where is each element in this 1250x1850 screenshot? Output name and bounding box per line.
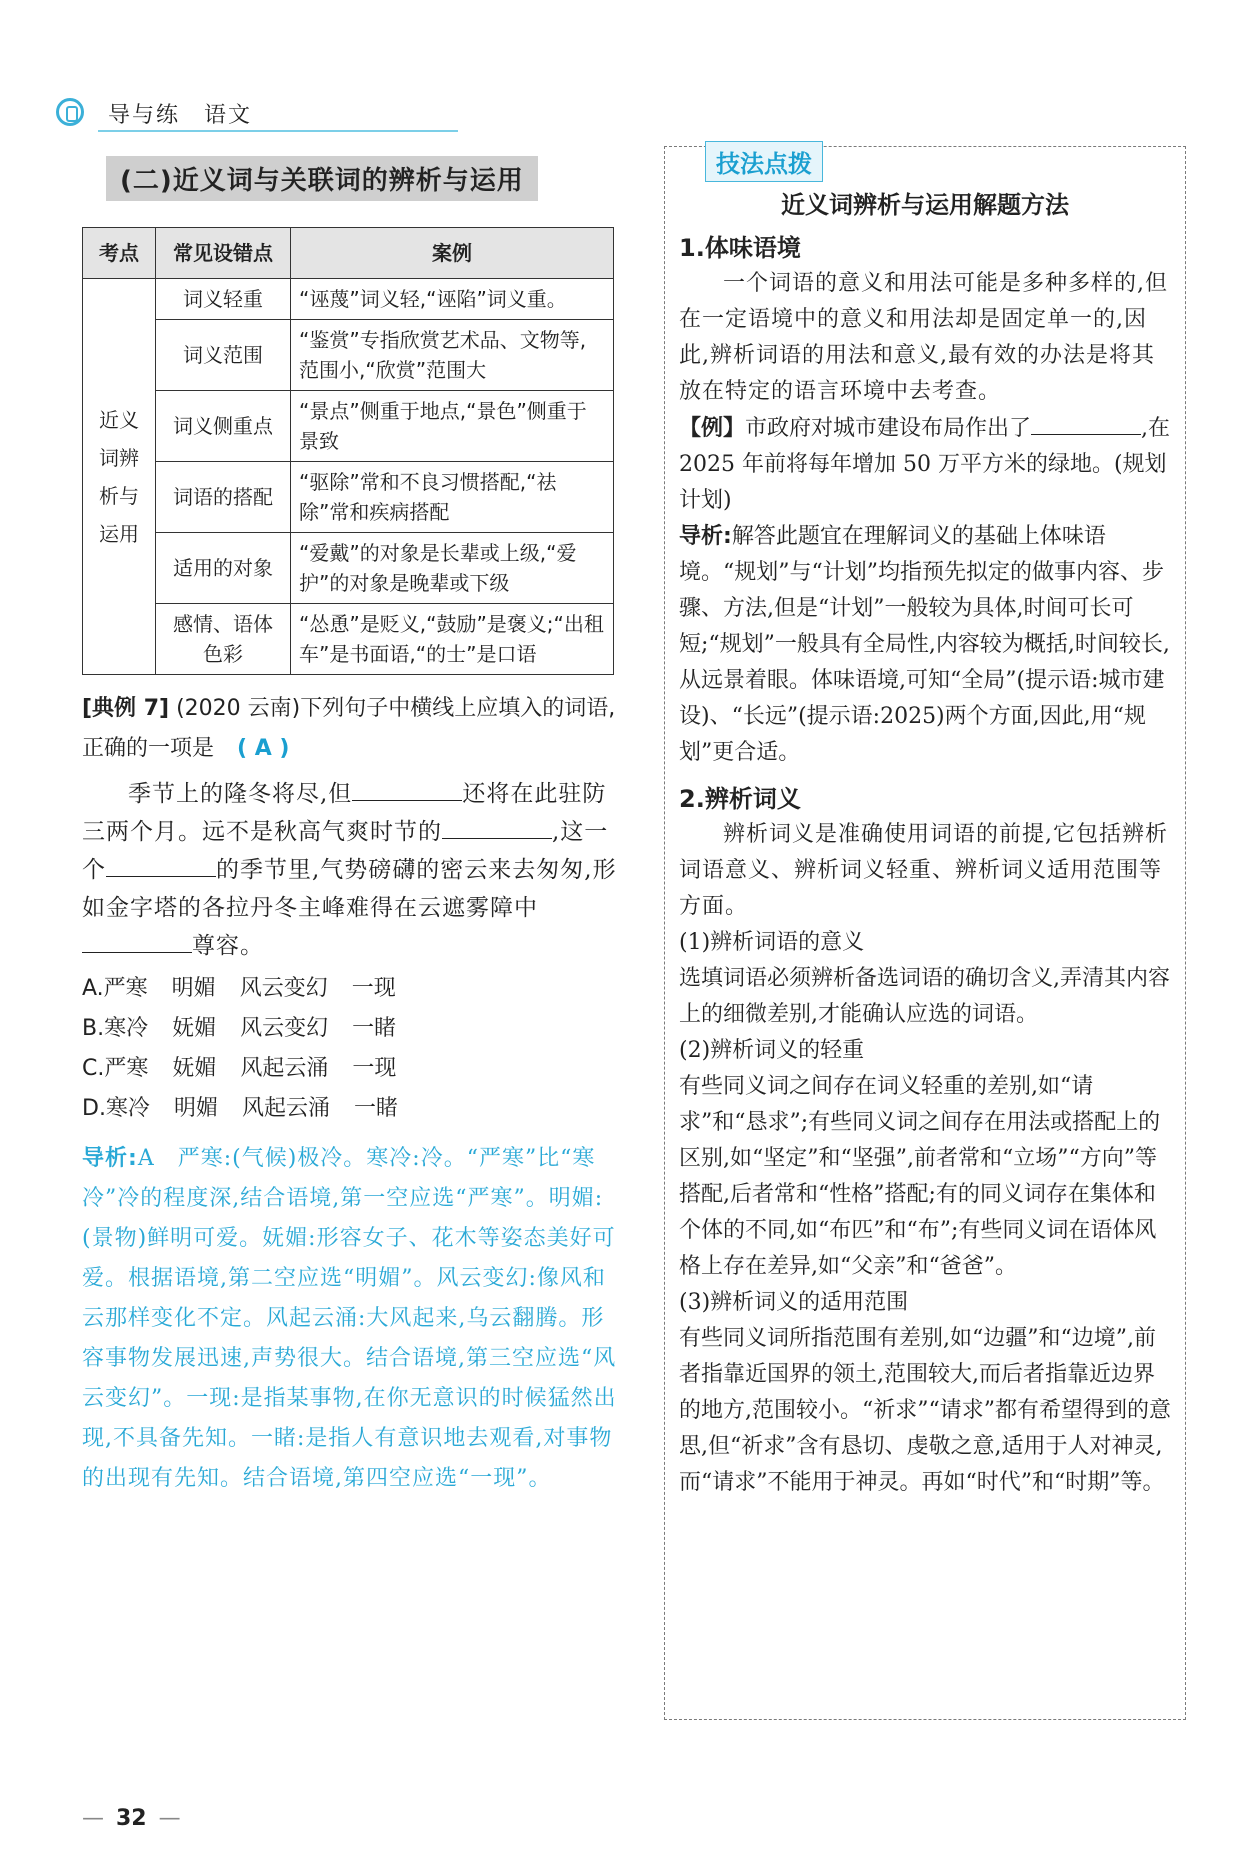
book-logo-icon (56, 98, 84, 126)
tips-box (664, 146, 1189, 1720)
option-a: A.严寒 明媚 风云变幻 一现 (82, 976, 396, 1001)
case-cell: “驱除”常和不良习惯搭配,“祛除”常和疾病搭配 (291, 462, 614, 533)
tips-section-1-text: 一个词语的意义和用法可能是多种多样的,但在一定语境中的意义和用法却是固定单一的,因此,辨析词语的用法和意义,最有效的办法是将其放在特定的语言环境中去考查。 (679, 271, 1168, 404)
example-passage (82, 775, 622, 965)
table-row (83, 604, 614, 675)
point-cell: 词义侧重点 (156, 391, 291, 462)
analysis-label: 导析: (82, 1146, 138, 1171)
example-question (82, 689, 622, 769)
fill-blank (1031, 410, 1141, 435)
passage-text: 还将在此驻防三两个月。远不是秋高气爽时节的 (82, 781, 607, 845)
header-title: 导与练 语文 (108, 103, 253, 128)
fill-blank (106, 852, 216, 877)
option-c: C.严寒 妩媚 风起云涌 一现 (82, 1056, 397, 1081)
example-text: ,在 2025 年前将每年增加 50 万平方米的绿地。(规划 计划) (679, 416, 1189, 513)
sub-3-text: 有些同义词所指范围有差别,如“边疆”和“边境”,前者指靠近国界的领土,范围较大,而后者指靠近边界的地方,范围较小。“祈求”“请求”都有希望得到的意思,但“祈求”含有恳切、虔敬之意,适用于人对神灵,而“请求”不能用于神灵。再如“时代”和“时期”等。 (679, 1326, 1171, 1495)
fill-blank (442, 814, 552, 839)
tips-section-2-text: 辨析词义是准确使用词语的前提,它包括辨析词语意义、辨析词义轻重、辨析词义适用范围等方面。 (679, 822, 1168, 919)
case-cell: “景点”侧重于地点,“景色”侧重于景致 (291, 391, 614, 462)
point-cell: 词义轻重 (156, 279, 291, 320)
example-label: 【例】 (679, 416, 746, 441)
tips-tag: 技法点拨 (705, 141, 823, 182)
fill-blank (352, 776, 462, 801)
passage-text: 季节上的隆冬将尽,但 (128, 781, 353, 807)
guide-label: 导析: (679, 524, 732, 549)
tips-section-1-title: 1.体味语境 (679, 234, 801, 262)
category-cell: 近义词辨析与运用 (83, 279, 156, 675)
sub-1-text: 选填词语必须辨析备选词语的确切含义,弄清其内容上的细微差别,才能确认应选的词语。 (679, 966, 1170, 1027)
sub-2-text: 有些同义词之间存在词义轻重的差别,如“请求”和“恳求”;有些同义词之间存在用法或搭配上的区别,如“坚定”和“坚强”,前者常和“立场”“方向”等搭配,后者常和“性格”搭配;有的同义词存在集体和个体的不同,如“布匹”和“布”;有些同义词在语体风格上存在差异,如“父亲”和“爸爸”。 (679, 1074, 1161, 1279)
case-cell: “爱戴”的对象是长辈或上级,“爱护”的对象是晚辈或下级 (291, 533, 614, 604)
left-column (82, 148, 622, 1499)
tips-example (679, 410, 1189, 519)
tips-section-2-title: 2.辨析词义 (679, 785, 801, 813)
table-row (83, 320, 614, 391)
option-list (82, 969, 622, 1129)
point-cell: 感情、语体色彩 (156, 604, 291, 675)
page-number: — 32 — (70, 1806, 193, 1831)
example-answer: ( A ) (237, 736, 290, 761)
tips-title: 近义词辨析与运用解题方法 (781, 191, 1069, 219)
section-title: (二)近义词与关联词的辨析与运用 (106, 156, 538, 201)
point-cell: 词义范围 (156, 320, 291, 391)
table-row (83, 279, 614, 320)
example-question-text: (2020 云南)下列句子中横线上应填入的词语,正确的一项是 (82, 696, 616, 761)
guide-text: 解答此题宜在理解词义的基础上体味语境。“规划”与“计划”均指预先拟定的做事内容、步骤、方法,但是“计划”一般较为具体,时间可长可短;“规划”一般具有全局性,内容较为概括,时间较长,从远景着眼。体味语境,可知“全局”(提示语:城市建设)、“长远”(提示语:2025)两个方面,因此,用“规划”更合适。 (679, 524, 1170, 765)
example-analysis (82, 1139, 622, 1499)
passage-text: 尊容。 (192, 933, 264, 959)
example-tag: [典例 7] (82, 696, 170, 721)
table-header: 考点 (83, 228, 156, 279)
synonym-table (82, 227, 614, 675)
tips-guide (679, 519, 1171, 771)
point-cell: 词语的搭配 (156, 462, 291, 533)
table-row (83, 462, 614, 533)
sub-2-title: (2)辨析词义的轻重 (679, 1038, 865, 1063)
sub-3-title: (3)辨析词义的适用范围 (679, 1290, 909, 1315)
case-cell: “怂恿”是贬义,“鼓励”是褒义;“出租车”是书面语,“的士”是口语 (291, 604, 614, 675)
sub-1-title: (1)辨析词语的意义 (679, 930, 865, 955)
example-text: 市政府对城市建设布局作出了 (745, 416, 1032, 441)
case-cell: “鉴赏”专指欣赏艺术品、文物等,范围小,“欣赏”范围大 (291, 320, 614, 391)
table-row (83, 533, 614, 604)
analysis-text: A 严寒:(气候)极冷。寒冷:冷。“严寒”比“寒冷”冷的程度深,结合语境,第一空应选“严寒”。明媚:(景物)鲜明可爱。妩媚:形容女子、花木等姿态美好可爱。根据语境,第二空应选“明媚”。风云变幻:像风和云那样变化不定。风起云涌:大风起来,乌云翻腾。形容事物发展迅速,声势很大。结合语境,第三空应选“风云变幻”。一现:是指某事物,在你无意识的时候猛然出现,不具备先知。一睹:是指人有意识地去观看,对事物的出现有先知。结合语境,第四空应选“一现”。 (82, 1146, 617, 1491)
option-d: D.寒冷 明媚 风起云涌 一睹 (82, 1096, 398, 1121)
fill-blank (82, 928, 192, 953)
option-b: B.寒冷 妩媚 风云变幻 一睹 (82, 1016, 397, 1041)
case-cell: “诬蔑”词义轻,“诬陷”词义重。 (291, 279, 614, 320)
point-cell: 适用的对象 (156, 533, 291, 604)
table-header: 案例 (291, 228, 614, 279)
header-rule (98, 130, 458, 132)
table-header: 常见设错点 (156, 228, 291, 279)
passage-text: 的季节里,气势磅礴的密云来去匆匆,形如金字塔的各拉丹冬主峰难得在云遮雾障中 (82, 857, 617, 921)
passage-text: ,这一个 (82, 819, 609, 883)
page-header (48, 92, 408, 132)
table-row (83, 391, 614, 462)
